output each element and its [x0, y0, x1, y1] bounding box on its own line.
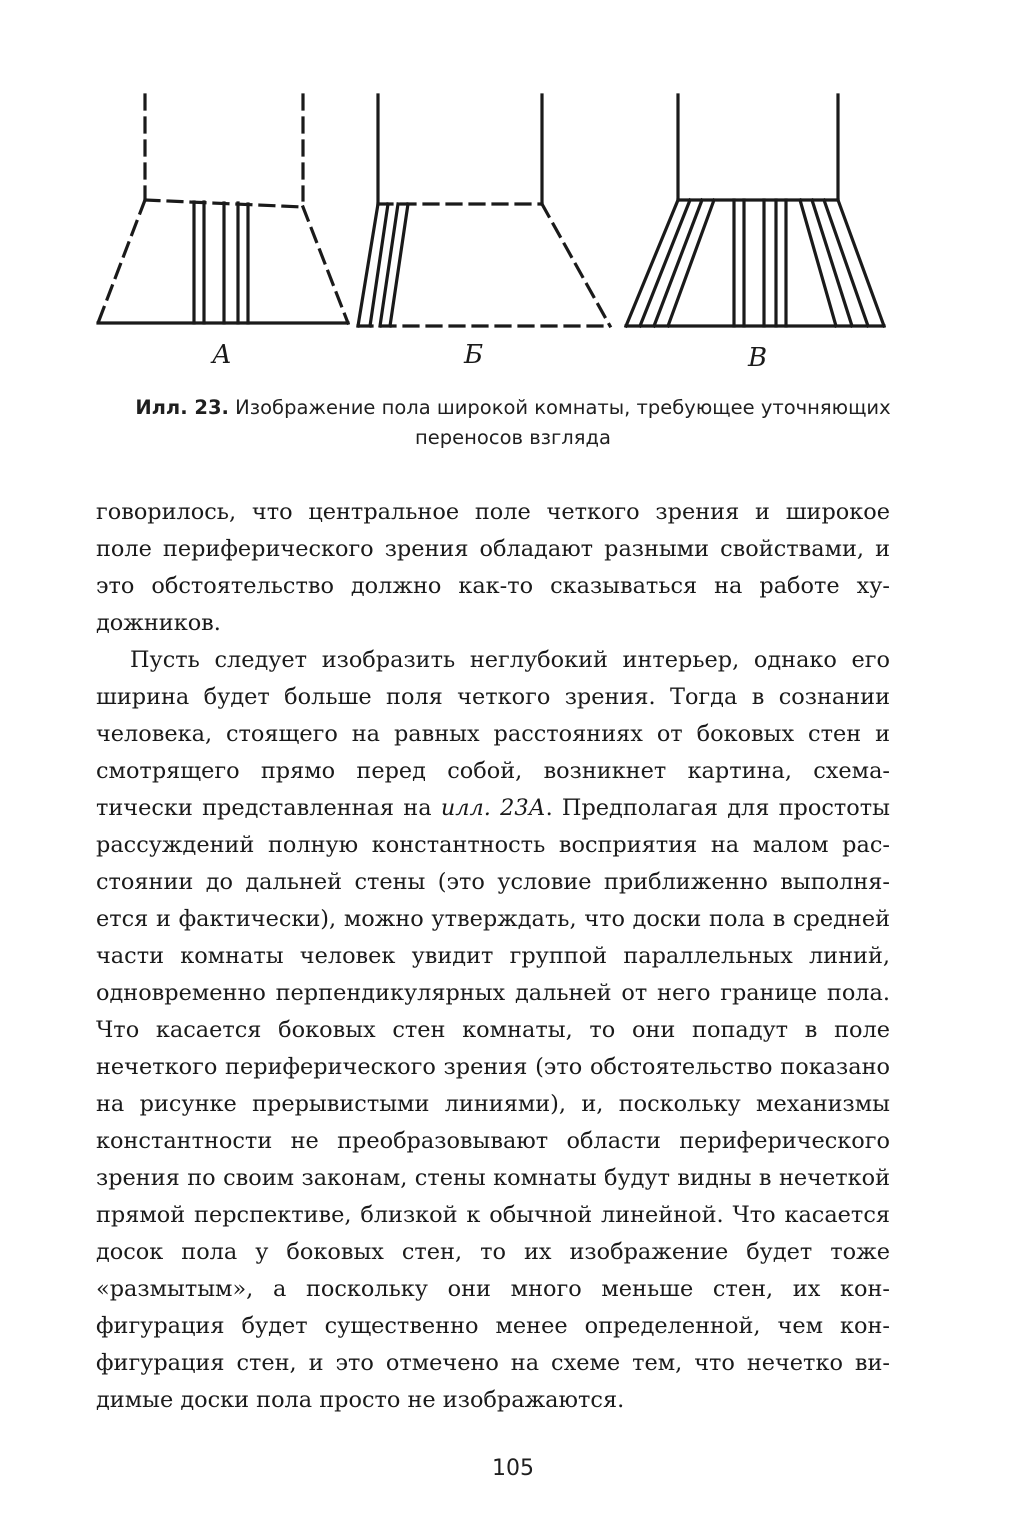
figure-reference: илл. 23А — [440, 795, 546, 821]
body-text — [96, 494, 890, 1419]
paragraph-2 — [96, 642, 890, 1419]
paragraph-2-start: Пусть следует изобразить неглубокий интерьер, однако его ширина будет больше поля четкого зрения. Тогда в сознании человека, стоящего на равных расстояниях от боковых стен и смотрящего прямо перед собой, возникнет картина, схематически представленная на — [96, 647, 890, 821]
label-b: Б — [464, 340, 484, 370]
diagram-b — [358, 95, 610, 370]
figure-23 — [80, 80, 910, 390]
diagram-c — [626, 95, 884, 373]
label-c: В — [748, 343, 768, 373]
caption-text: Изображение пола широкой комнаты, требующее уточняющих переносов взгляда — [235, 396, 891, 449]
figure-caption — [100, 393, 926, 453]
paragraph-1: говорилось, что центральное поле четкого зрения и широкое поле периферического зрения обладают разными свойствами, и это обстоятельство должно как-то сказываться на работе художников. — [96, 499, 890, 636]
paragraph-2-end: . Предполагая для простоты рассуждений полную константность восприятия на малом расстоянии до дальней стены (это условие приближенно выполняется и фактически), можно утверждать, что доски пола в средней части комнаты человек увидит группой параллельных линий, одновременно перпендикулярных дальней от него границе пола. Что касается боковых стен комнаты, то они попадут в поле нечеткого периферического зрения (это обстоятельство показано на рисунке прерывистыми линиями), и, поскольку механизмы константности не преобразовывают области периферического зрения по своим законам, стены комнаты будут видны в нечеткой прямой перспективе, близкой к обычной линейной. Что касается досок пола у боковых стен, то их изображение будет тоже «размытым», а поскольку они много меньше стен, их конфигурация будет существенно менее определенной, чем конфигурация стен, и это отмечено на схеме тем, что нечетко видимые доски пола просто не изображаются. — [96, 795, 890, 1413]
caption-number: Илл. 23. — [135, 396, 229, 419]
diagram-a — [98, 95, 348, 370]
page-number: 105 — [492, 1456, 534, 1481]
label-a: А — [212, 340, 232, 370]
